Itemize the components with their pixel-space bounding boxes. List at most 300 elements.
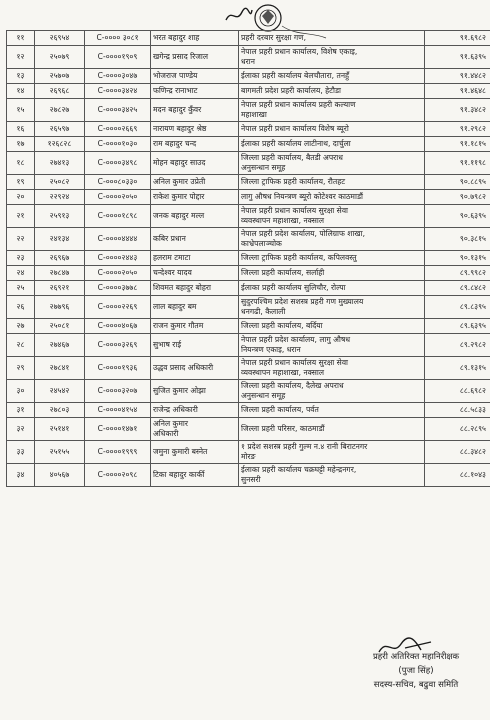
serial-number (7, 334, 35, 357)
table-row (7, 380, 490, 403)
candidate-name (151, 266, 239, 281)
symbol-number (85, 152, 151, 175)
serial-number-text: ३० (16, 386, 25, 395)
serial-number (7, 319, 35, 334)
symbol-number-text: C-००००२४४३ (97, 253, 138, 262)
serial-number-text: २९ (16, 363, 25, 372)
employee-id (35, 190, 85, 205)
office-name (239, 266, 425, 281)
candidate-name (151, 122, 239, 137)
table-row (7, 266, 490, 281)
office-name (239, 281, 425, 296)
employee-id-text: २७८४१ (49, 363, 70, 372)
candidate-name-text: राजन कुमार गौतम (153, 321, 204, 330)
symbol-number-text: C-००००३४२५ (97, 105, 138, 114)
office-name (239, 175, 425, 190)
serial-number-text: २२ (16, 234, 25, 243)
symbol-number (85, 357, 151, 380)
office-name-text: जिल्ला प्रहरी कार्यालय, बैतडी अपराध (241, 153, 343, 162)
serial-number-text: २६ (16, 302, 25, 311)
symbol-number (85, 464, 151, 487)
employee-id (35, 152, 85, 175)
office-name (239, 251, 425, 266)
serial-number-text: १५ (16, 105, 25, 114)
serial-number (7, 69, 35, 84)
table-row (7, 357, 490, 380)
candidate-name (151, 84, 239, 99)
symbol-number-text: C-००००३४२४ (97, 86, 138, 95)
total-marks (425, 319, 490, 334)
serial-number-text: १३ (16, 71, 25, 80)
office-name-text: ईलाका प्रहरी कार्यालय लाटीनाथ, दार्चुला (241, 139, 351, 148)
candidate-name (151, 441, 239, 464)
total-marks-text: ८९.१३१५ (459, 363, 486, 372)
symbol-number-text: C-००००४१५४ (97, 405, 138, 414)
candidate-name (151, 251, 239, 266)
symbol-number (85, 31, 151, 46)
table-row (7, 46, 490, 69)
candidate-name-text: शिवमत बहादुर बोहरा (153, 283, 211, 292)
total-marks-text: ९०.७९८२ (459, 192, 486, 201)
serial-number-text: २८ (16, 340, 25, 349)
office-name-text: नेपाल प्रहरी प्रधान कार्यालय सुरक्षा सेवा (241, 206, 349, 215)
symbol-number (85, 281, 151, 296)
candidate-name (151, 418, 239, 441)
employee-id-text: २४१३४ (49, 234, 70, 243)
symbol-number-text: C-००००३७७८ (97, 283, 138, 292)
total-marks (425, 251, 490, 266)
symbol-number-text: C-००००३२०७ (97, 386, 138, 395)
employee-id (35, 46, 85, 69)
office-name-text: नेपाल प्रहरी प्रधान कार्यालय, विशेष एकाइ, (241, 47, 358, 56)
total-marks (425, 357, 490, 380)
candidate-name-text: खगेन्द्र प्रसाद रिजाल (153, 52, 208, 61)
promotion-list-table (6, 30, 490, 487)
symbol-number-text: C-००००१९९९ (97, 447, 138, 456)
employee-id-text: २६९६८ (49, 86, 70, 95)
employee-id (35, 380, 85, 403)
office-name-text: मोरङ (241, 452, 256, 461)
total-marks-text: ९०.६३९५ (459, 211, 486, 220)
employee-id (35, 403, 85, 418)
candidate-name-text: जनक बहादुर मल्ल (153, 211, 205, 220)
candidate-name-text: उद्धव प्रसाद अधिकारी (153, 363, 214, 372)
serial-number (7, 175, 35, 190)
office-name-text: नेपाल प्रहरी प्रदेश कार्यालय, लागु औषध (241, 335, 351, 344)
serial-number (7, 281, 35, 296)
total-marks-text: ८८.१०४३ (459, 470, 486, 479)
employee-id-text: २५७०७ (49, 71, 70, 80)
total-marks-text: ८८.२८९५ (459, 424, 486, 433)
symbol-number-text: C-००००२०५० (97, 192, 138, 201)
table-row (7, 403, 490, 418)
serial-number-text: ३४ (16, 470, 25, 479)
employee-id-text: ४०५६७ (49, 470, 70, 479)
serial-number (7, 403, 35, 418)
office-name (239, 46, 425, 69)
office-name-text: अनुसन्धान समूह (241, 163, 286, 172)
total-marks (425, 403, 490, 418)
serial-number (7, 122, 35, 137)
employee-id (35, 281, 85, 296)
serial-number-text: ३३ (16, 447, 25, 456)
symbol-number (85, 296, 151, 319)
office-name-text: नेपाल प्रहरी प्रदेश कार्यालय, पोलिग्राफ शाखा, (241, 229, 366, 238)
office-name-text: बागमती प्रदेश प्रहरी कार्यालय, हेटौडा (241, 86, 342, 95)
employee-id (35, 137, 85, 152)
table-row (7, 175, 490, 190)
employee-id (35, 464, 85, 487)
candidate-name (151, 319, 239, 334)
table-row (7, 334, 490, 357)
employee-id-text: २७४१३ (49, 158, 70, 167)
serial-number (7, 357, 35, 380)
total-marks (425, 152, 490, 175)
candidate-name-text: अनिल कुमार (153, 419, 188, 428)
total-marks (425, 190, 490, 205)
serial-number-text: २७ (16, 321, 25, 330)
symbol-number (85, 99, 151, 122)
serial-number-text: १७ (16, 139, 25, 148)
symbol-number-text: C-००००३२६९ (97, 340, 138, 349)
employee-id (35, 122, 85, 137)
office-name-text: धनगढी, कैलाली (241, 307, 286, 316)
candidate-name-text: टिका बहादुर कार्की (153, 470, 205, 479)
symbol-number-text: C-००००४०६७ (97, 321, 138, 330)
total-marks (425, 334, 490, 357)
total-marks-text: ९१.११९८ (459, 158, 486, 167)
symbol-number-text: C-००००२२६९ (97, 302, 138, 311)
serial-number-text: १६ (16, 124, 25, 133)
table-row (7, 99, 490, 122)
office-name-text: प्रहरी दरबार सुरक्षा गण, (241, 33, 307, 42)
employee-id-text: २७८४७ (49, 268, 70, 277)
employee-id (35, 319, 85, 334)
office-name (239, 319, 425, 334)
office-name (239, 380, 425, 403)
table-row (7, 205, 490, 228)
total-marks (425, 31, 490, 46)
total-marks (425, 69, 490, 84)
office-name (239, 152, 425, 175)
total-marks (425, 464, 490, 487)
symbol-number-text: C-००००२०९८ (97, 470, 138, 479)
symbol-number-text: C-००००३०४७ (97, 71, 138, 80)
symbol-number (85, 228, 151, 251)
serial-number (7, 84, 35, 99)
symbol-number (85, 266, 151, 281)
total-marks (425, 175, 490, 190)
symbol-number-text: C-००००१९३६ (97, 363, 138, 372)
candidate-name-text: अधिकारी (153, 429, 179, 438)
candidate-name (151, 190, 239, 205)
total-marks (425, 418, 490, 441)
table-row (7, 296, 490, 319)
symbol-number-text: C-००००४४४४ (97, 234, 138, 243)
candidate-name (151, 380, 239, 403)
serial-number (7, 251, 35, 266)
table-row (7, 281, 490, 296)
serial-number-text: ३२ (16, 424, 25, 433)
table-row (7, 319, 490, 334)
total-marks (425, 122, 490, 137)
candidate-name (151, 296, 239, 319)
office-name-text: जिल्ला प्रहरी कार्यालय, बर्दिया (241, 321, 323, 330)
total-marks-text: ८८.३४८२ (459, 447, 486, 456)
serial-number (7, 228, 35, 251)
office-name-text: नेपाल प्रहरी प्रधान कार्यालय विशेष ब्यूरो (241, 124, 349, 133)
serial-number (7, 464, 35, 487)
office-name (239, 441, 425, 464)
office-name-text: नेपाल प्रहरी प्रधान कार्यालय सुरक्षा सेवा (241, 358, 349, 367)
employee-id (35, 228, 85, 251)
office-name (239, 69, 425, 84)
serial-number (7, 31, 35, 46)
symbol-number (85, 403, 151, 418)
serial-number (7, 205, 35, 228)
office-name-text: धरान (241, 57, 255, 66)
employee-id (35, 266, 85, 281)
symbol-number-text: C-००००३४९८ (97, 158, 138, 167)
office-name-text: नेपाल प्रहरी प्रधान कार्यालय प्रहरी कल्याण (241, 100, 356, 109)
employee-id (35, 175, 85, 190)
candidate-name (151, 464, 239, 487)
employee-id-text: २६९२१ (49, 283, 70, 292)
serial-number (7, 380, 35, 403)
office-name-text: ईलाका प्रहरी कार्यालय सुलिचौर, रोल्पा (241, 283, 346, 292)
office-name-text: महाशाखा (241, 110, 267, 119)
total-marks-text: ९१.१८१५ (459, 139, 486, 148)
employee-id-text: २५१५५ (49, 447, 70, 456)
serial-number-text: १४ (16, 86, 25, 95)
office-name (239, 137, 425, 152)
candidate-name-text: फणिन्द्र रानाभाट (153, 86, 198, 95)
serial-number (7, 296, 35, 319)
signatory-role: सदस्य-सचिव, बढुवा समिति (373, 680, 459, 690)
candidate-name (151, 99, 239, 122)
serial-number (7, 190, 35, 205)
office-name-text: जिल्ला ट्राफिक प्रहरी कार्यालय, रौतहट (241, 177, 346, 186)
employee-id-text: २५०७९ (49, 52, 70, 61)
employee-id-text: २५१४१ (49, 424, 70, 433)
employee-id (35, 441, 85, 464)
symbol-number (85, 175, 151, 190)
employee-id-text: १२६८२८ (47, 139, 72, 148)
candidate-name-text: भोजराज पाण्डेय (153, 71, 198, 80)
serial-number-text: २० (16, 192, 25, 201)
symbol-number (85, 418, 151, 441)
office-name (239, 205, 425, 228)
office-name (239, 357, 425, 380)
total-marks-text: ९१.४४८२ (459, 71, 486, 80)
office-name-text: लागु औषध नियन्त्रण ब्यूरो कोटेश्वर काठमाडौं (241, 192, 363, 201)
candidate-name-text: राकेश कुमार पोद्दार (153, 192, 205, 201)
serial-number (7, 99, 35, 122)
employee-id-text: २६९६७ (49, 253, 70, 262)
total-marks (425, 380, 490, 403)
office-name (239, 31, 425, 46)
office-name (239, 334, 425, 357)
symbol-number (85, 69, 151, 84)
symbol-number-text: C-०००८०३३० (97, 177, 138, 186)
symbol-number (85, 137, 151, 152)
candidate-name-text: कबिर प्रधान (153, 234, 186, 243)
symbol-number-text: C-००००२०५० (97, 268, 138, 277)
table-row (7, 441, 490, 464)
serial-number-text: २३ (16, 253, 25, 262)
candidate-name (151, 31, 239, 46)
serial-number-text: २५ (16, 283, 25, 292)
office-name-text: सुदुरपश्चिम प्रदेश सशस्त्र प्रहरी गण मुख्यालय (241, 297, 364, 306)
table-row (7, 137, 490, 152)
symbol-number (85, 380, 151, 403)
table-row (7, 69, 490, 84)
candidate-name-text: सुभाष राई (153, 340, 182, 349)
candidate-name-text: लाल बहादुर बम (153, 302, 197, 311)
signature-scribble-top (226, 8, 252, 20)
candidate-name (151, 334, 239, 357)
candidate-name (151, 228, 239, 251)
office-name (239, 84, 425, 99)
total-marks (425, 281, 490, 296)
office-name-text: ईलाका प्रहरी कार्यालय बेलचौतारा, तनहुँ (241, 71, 350, 80)
employee-id-text: २६९५४ (49, 33, 70, 42)
total-marks (425, 205, 490, 228)
serial-number (7, 46, 35, 69)
serial-number-text: ११ (16, 33, 25, 42)
symbol-number-text: C-०००० ३०८१ (96, 33, 139, 42)
symbol-number (85, 122, 151, 137)
office-name-text: नियन्त्रण एकाइ, धरान (241, 345, 301, 354)
employee-id-text: २७८०३ (49, 405, 70, 414)
total-marks (425, 46, 490, 69)
candidate-name (151, 281, 239, 296)
symbol-number-text: C-००००१०३० (97, 139, 138, 148)
candidate-name-text: अनिल कुमार उप्रेती (153, 177, 206, 186)
table-row (7, 122, 490, 137)
candidate-name (151, 205, 239, 228)
total-marks-text: ९१.२९८२ (459, 124, 486, 133)
candidate-name (151, 175, 239, 190)
employee-id (35, 251, 85, 266)
office-name (239, 99, 425, 122)
office-name-text: १ प्रदेश सशस्त्र प्रहरी गुल्म न.४ रानी बिराटनगर (241, 442, 368, 451)
total-marks-text: ९१.४६४८ (459, 86, 486, 95)
employee-id-text: २७४६७ (49, 340, 70, 349)
candidate-name-text: नारायण बहादुर श्रेष्ठ (153, 124, 207, 133)
total-marks-text: ८८.६९८२ (459, 386, 486, 395)
office-name-text: जिल्ला प्रहरी कार्यालय, पर्वत (241, 405, 319, 414)
symbol-number (85, 441, 151, 464)
office-name (239, 403, 425, 418)
symbol-number-text: C-००००१९०९ (97, 52, 138, 61)
candidate-name (151, 403, 239, 418)
total-marks-text: ८९.८३९५ (459, 302, 486, 311)
office-name (239, 296, 425, 319)
total-marks (425, 84, 490, 99)
employee-id-text: २७७९६ (49, 302, 70, 311)
office-name-text: जिल्ला प्रहरी कार्यालय, दैलेख अपराध (241, 381, 344, 390)
total-marks-text: ९०.८८९५ (459, 177, 486, 186)
candidate-name-text: राम बहादुर चन्द (153, 139, 197, 148)
table-row (7, 84, 490, 99)
employee-id-text: २४५४२ (49, 386, 70, 395)
employee-id-text: २५९१३ (49, 211, 70, 220)
signatory-title: प्रहरी अतिरिक्त महानिरीक्षक (372, 652, 460, 662)
serial-number (7, 266, 35, 281)
total-marks (425, 296, 490, 319)
employee-id (35, 205, 85, 228)
candidate-name-text: सुजित कुमार ओझा (153, 386, 206, 395)
serial-number-text: २१ (16, 211, 25, 220)
employee-id (35, 69, 85, 84)
office-name-text: अनुसन्धान समूह (241, 391, 286, 400)
table-row (7, 418, 490, 441)
total-marks-text: ८९.२९८२ (459, 340, 486, 349)
office-name (239, 190, 425, 205)
symbol-number (85, 334, 151, 357)
symbol-number-text: C-००००१८९८ (97, 211, 138, 220)
employee-id-text: २५०८१ (49, 321, 70, 330)
table-row (7, 464, 490, 487)
serial-number (7, 441, 35, 464)
employee-id (35, 296, 85, 319)
candidate-name (151, 152, 239, 175)
symbol-number-text: C-००००१४७१ (97, 424, 138, 433)
candidate-name (151, 357, 239, 380)
candidate-name-text: भरत बहादुर शाह (153, 33, 200, 42)
total-marks (425, 137, 490, 152)
candidate-name-text: हलराम टमाटा (153, 253, 191, 262)
employee-id-text: २७८२७ (49, 105, 70, 114)
office-name (239, 418, 425, 441)
office-name-text: जिल्ला प्रहरी परिसर, काठमाडौं (241, 424, 325, 433)
candidate-name-text: राजेन्द्र अधिकारी (153, 405, 198, 414)
total-marks-text: ८९.९९८२ (459, 268, 486, 277)
total-marks-text: ९०.१३१५ (459, 253, 486, 262)
office-name-text: सुनसरी (241, 475, 261, 484)
employee-id (35, 357, 85, 380)
serial-number-text: १२ (16, 52, 25, 61)
total-marks-text: ८८.५८३३ (459, 405, 486, 414)
table-row (7, 31, 490, 46)
total-marks (425, 228, 490, 251)
office-name-text: ईलाका प्रहरी कार्यालय चक्रघट्टी महेन्द्रनगर, (241, 465, 357, 474)
table-row (7, 152, 490, 175)
office-name (239, 464, 425, 487)
total-marks (425, 441, 490, 464)
employee-id (35, 31, 85, 46)
serial-number (7, 137, 35, 152)
symbol-number (85, 319, 151, 334)
symbol-number (85, 251, 151, 266)
office-name (239, 122, 425, 137)
signature-block (348, 650, 484, 692)
total-marks-text: ९१.६३९५ (459, 52, 486, 61)
office-name-text: व्यवस्थापन महाशाखा, नक्साल (241, 368, 325, 377)
serial-number (7, 418, 35, 441)
total-marks-text: ९१.३४८२ (459, 105, 486, 114)
serial-number-text: १८ (16, 158, 25, 167)
candidate-name-text: जमुना कुमारी बस्नेत (153, 447, 208, 456)
office-name-text: जिल्ला प्रहरी कार्यालय, सर्लाही (241, 268, 325, 277)
total-marks-text: ८९.६३९५ (459, 321, 486, 330)
candidate-name-text: मोहन बहादुर साउद (153, 158, 206, 167)
symbol-number (85, 205, 151, 228)
candidate-name (151, 137, 239, 152)
employee-id-text: २२९२४ (49, 192, 70, 201)
symbol-number (85, 84, 151, 99)
